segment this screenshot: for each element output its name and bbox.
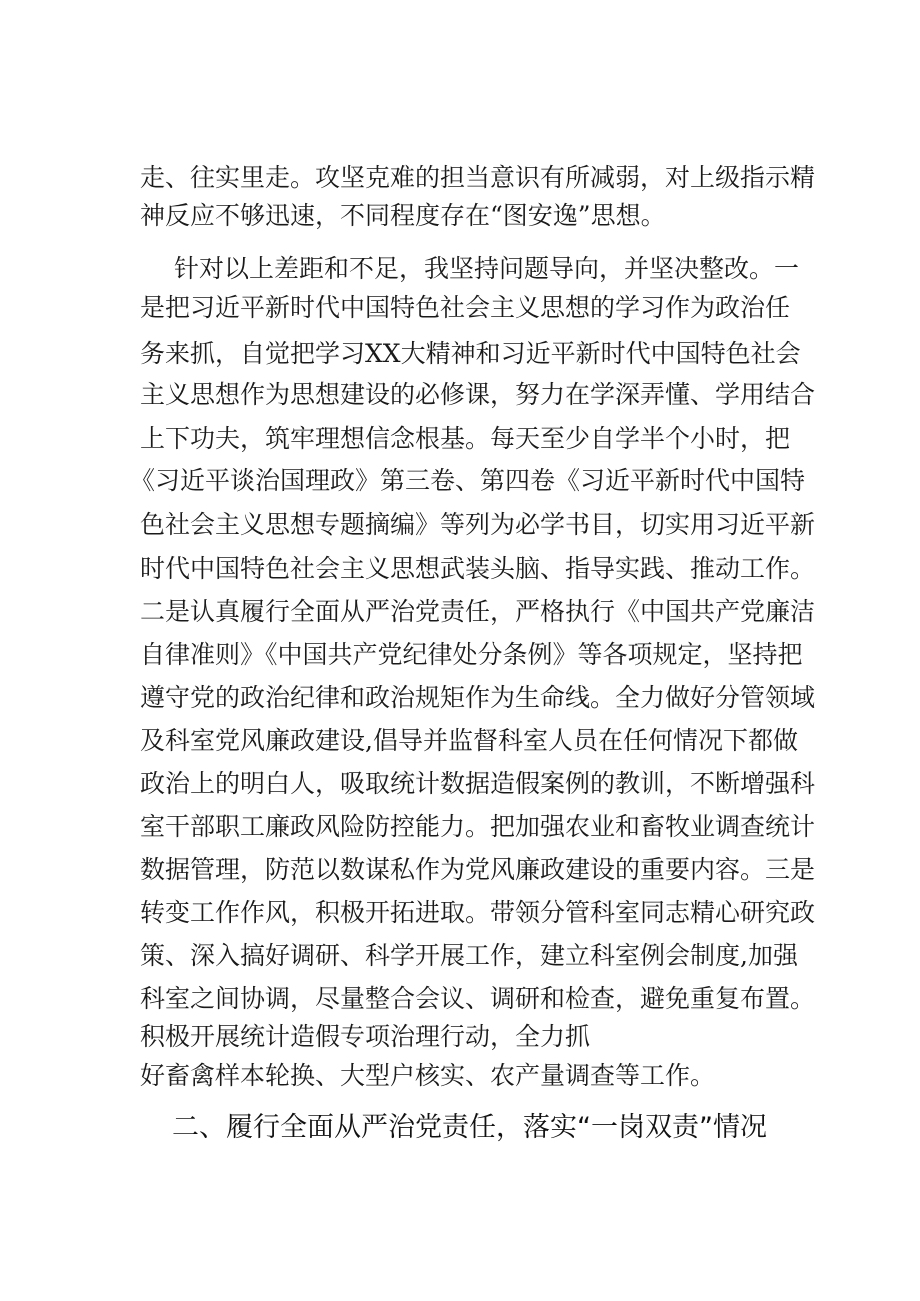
- text-line-20: 科室之间协调，尽量整合会议、调研和检查，避免重复布置。: [140, 984, 816, 1013]
- text-line-6: 主义思想作为思想建设的必修课，努力在学深弄懂、学用结合: [140, 380, 816, 409]
- text-line-2: 神反应不够迅速，不同程度存在“图安逸”思想。: [140, 201, 666, 230]
- text-line-21: 积极开展统计造假专项治理行动，全力抓: [140, 1022, 591, 1051]
- text-line-3: 针对以上差距和不足，我坚持问题导向，并坚决整改。一: [174, 254, 800, 283]
- text-line-15: 政治上的明白人，吸取统计数据造假案例的教训，不断增强科: [140, 769, 816, 798]
- text-line-12: 自律准则》《中国共产党纪律处分条例》等各项规定，坚持把: [140, 640, 803, 669]
- text-line-22: 好畜禽样本轮换、大型户核实、农产量调查等工作。: [140, 1061, 716, 1090]
- text-line-11: 二是认真履行全面从严治党责任，严格执行《中国共产党廉洁: [140, 597, 816, 626]
- text-line-5: 务来抓，自觉把学习XX大精神和习近平新时代中国特色社会: [140, 339, 801, 368]
- text-line-14: 及科室党风廉政建设,倡导并监督科室人员在任何情况下都做: [140, 726, 798, 755]
- text-line-13: 遵守党的政治纪律和政治规矩作为生命线。全力做好分管领域: [140, 683, 816, 712]
- section-heading: 二、履行全面从严治党责任，落实“一岗双责”情况: [172, 1112, 767, 1143]
- text-line-8: 《习近平谈治国理政》第三卷、第四卷《习近平新时代中国特: [130, 466, 806, 495]
- text-line-10: 时代中国特色社会主义思想武装头脑、指导实践、推动工作。: [140, 554, 816, 583]
- text-line-17: 数据管理，防范以数谋私作为党风廉政建设的重要内容。三是: [140, 855, 816, 884]
- text-line-19: 策、深入搞好调研、科学开展工作，建立科室例会制度,加强: [140, 941, 798, 970]
- text-line-16: 室干部职工廉政风险防控能力。把加强农业和畜牧业调查统计: [140, 812, 816, 841]
- text-line-7: 上下功夫，筑牢理想信念根基。每天至少自学半个小时，把: [140, 424, 791, 453]
- text-line-18: 转变工作作风，积极开拓进取。带领分管科室同志精心研究政: [140, 898, 816, 927]
- text-line-1: 走、往实里走。攻坚克难的担当意识有所减弱，对上级指示精: [140, 163, 816, 192]
- text-line-4: 是把习近平新时代中国特色社会主义思想的学习作为政治任: [140, 293, 791, 322]
- text-line-9: 色社会主义思想专题摘编》等列为必学书目，切实用习近平新: [140, 510, 816, 539]
